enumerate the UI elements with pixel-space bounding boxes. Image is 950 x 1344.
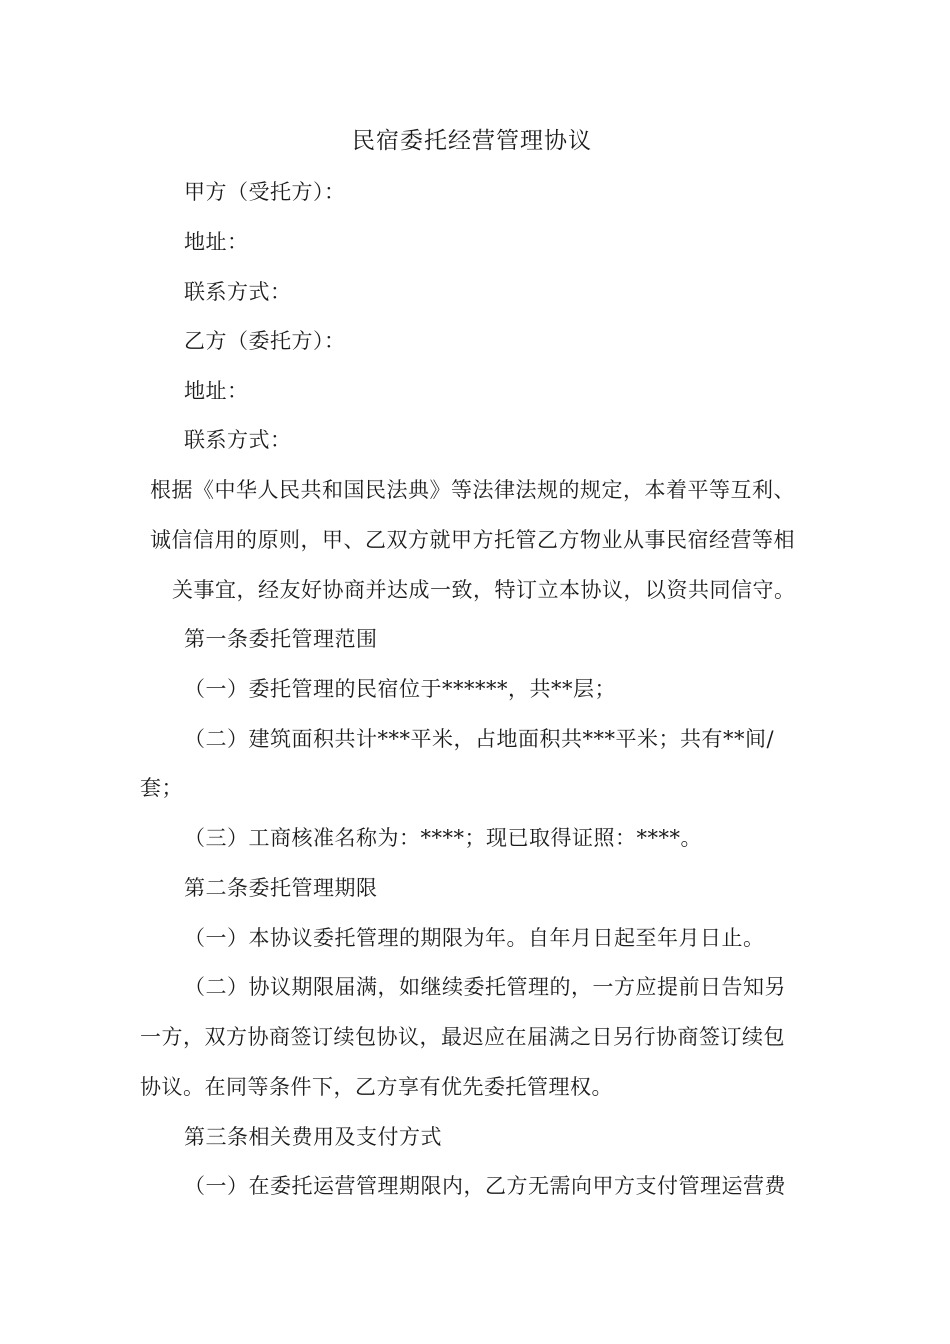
article-1-heading: 第一条委托管理范围 xyxy=(184,627,378,651)
article-2-item-continued: 协议。在同等条件下，乙方享有优先委托管理权。 xyxy=(140,1075,613,1099)
party-a-label: 甲方（受托方）： xyxy=(184,180,346,204)
article-1-item: （一）委托管理的民宿位于******，共**层； xyxy=(184,677,616,701)
party-a-address: 地址： xyxy=(184,230,249,254)
article-2-heading: 第二条委托管理期限 xyxy=(184,876,378,900)
article-2-item-continued: 一方，双方协商签订续包协议，最迟应在届满之日另行协商签订续包 xyxy=(140,1025,785,1049)
party-b-label: 乙方（委托方）： xyxy=(184,329,346,353)
party-b-contact: 联系方式： xyxy=(184,428,292,452)
article-3-item: （一）在委托运营管理期限内，乙方无需向甲方支付管理运营费 xyxy=(184,1174,786,1198)
document-title: 民宿委托经营管理协议 xyxy=(352,128,592,154)
article-1-item: （二）建筑面积共计***平米，占地面积共***平米；共有**间/ xyxy=(184,727,775,751)
article-1-item-continued: 套； xyxy=(140,776,183,800)
preamble-line: 诚信信用的原则，甲、乙双方就甲方托管乙方物业从事民宿经营等相 xyxy=(150,528,795,552)
article-1-item: （三）工商核准名称为：****；现已取得证照：****。 xyxy=(184,826,702,850)
party-a-contact: 联系方式： xyxy=(184,280,292,304)
article-3-heading: 第三条相关费用及支付方式 xyxy=(184,1125,442,1149)
article-2-item: （二）协议期限届满，如继续委托管理的，一方应提前日告知另 xyxy=(184,975,786,999)
article-2-item: （一）本协议委托管理的期限为年。自年月日起至年月日止。 xyxy=(184,926,765,950)
party-b-address: 地址： xyxy=(184,379,249,403)
preamble-line: 关事宜，经友好协商并达成一致，特订立本协议，以资共同信守。 xyxy=(172,578,796,602)
preamble-line: 根据《中华人民共和国民法典》等法律法规的规定，本着平等互利、 xyxy=(150,478,795,502)
